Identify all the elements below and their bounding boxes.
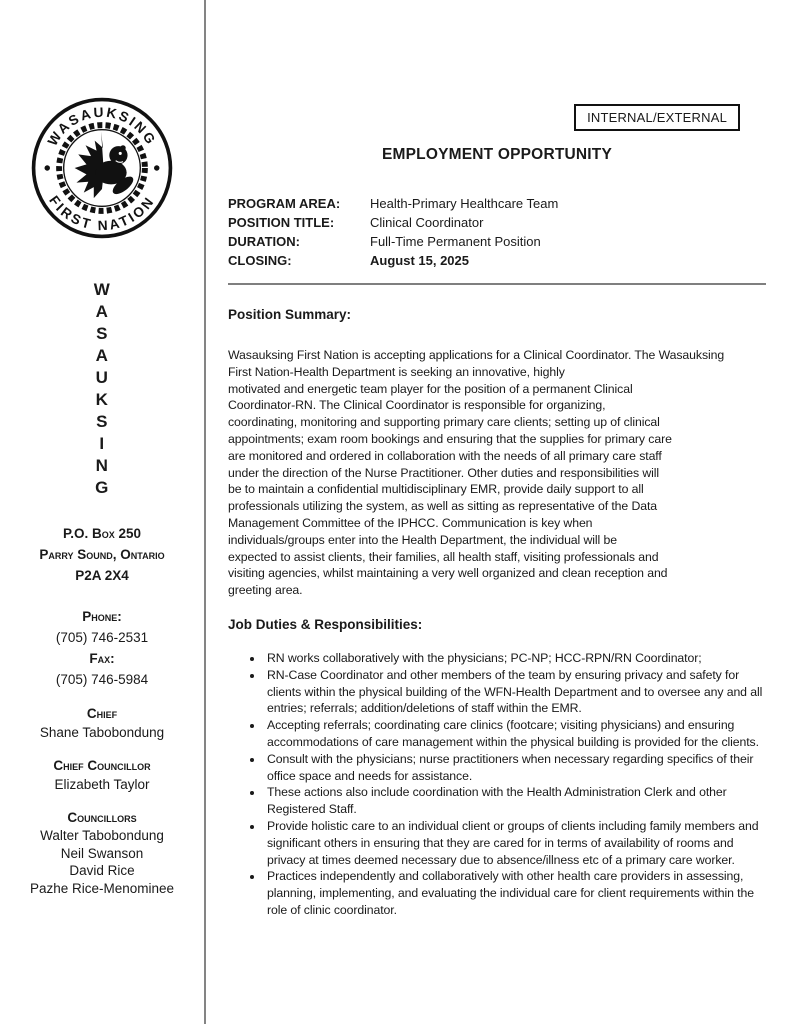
meta-label: CLOSING: bbox=[228, 253, 292, 268]
meta-label: PROGRAM AREA: bbox=[228, 196, 341, 211]
job-duty-bullet: • Accepting referrals; coordinating care clinics (footcare; visiting physicians) and ensuring accommodations of care management within the physical building is provided for the clients. bbox=[264, 717, 766, 751]
chief-councillor-label: Chief Councillor bbox=[53, 758, 151, 773]
address-city: Parry Sound, Ontario bbox=[39, 547, 165, 562]
meta-value: Full-Time Permanent Position bbox=[370, 234, 541, 249]
logo-top-text: WASAUKSING bbox=[44, 104, 160, 149]
summary-line: be to maintain a confidential multidisciplinary EMR, provide daily support to all bbox=[228, 482, 644, 497]
councillors-block bbox=[0, 808, 204, 897]
summary-line: appointments; exam room bookings and ensuring that the supplies for primary care bbox=[228, 431, 672, 446]
meta-label: DURATION: bbox=[228, 234, 300, 249]
job-duty-bullet: • RN works collaboratively with the physicians; PC-NP; HCC-RPN/RN Coordinator; bbox=[264, 650, 766, 667]
vertical-name-letter: S bbox=[96, 412, 108, 431]
vertical-name-letter: I bbox=[99, 434, 105, 453]
councillor-name: Neil Swanson bbox=[60, 845, 144, 861]
position-meta-table bbox=[228, 194, 766, 270]
vertical-nation-name bbox=[0, 279, 204, 499]
summary-line: First Nation-Health Department is seeking an innovative, highly bbox=[228, 364, 565, 379]
vertical-name-letter: K bbox=[95, 390, 109, 409]
fax-label: Fax: bbox=[89, 651, 115, 666]
logo-right-dot-icon bbox=[154, 165, 159, 170]
summary-line: motivated and energetic team player for the position of a permanent Clinical bbox=[228, 381, 633, 396]
meta-value: Clinical Coordinator bbox=[370, 215, 484, 230]
councillor-names bbox=[0, 827, 204, 897]
summary-line: Management Committee of the IPHCC. Communication is key when bbox=[228, 515, 593, 530]
vertical-name-letter: S bbox=[96, 324, 108, 343]
phone-label: Phone: bbox=[82, 609, 122, 624]
job-duty-bullet: • Consult with the physicians; nurse practitioners when necessary regarding specifics of their office space and needs for assistance. bbox=[264, 751, 766, 785]
position-summary-text bbox=[228, 347, 766, 599]
councillor-name: Pazhe Rice-Menominee bbox=[29, 880, 175, 896]
chief-block bbox=[0, 704, 204, 742]
classification-tag-box: INTERNAL/EXTERNAL bbox=[574, 104, 740, 131]
seal-logo-icon bbox=[26, 95, 178, 241]
job-duties-heading: Job Duties & Responsibilities: bbox=[228, 617, 423, 632]
fax-number: (705) 746-5984 bbox=[55, 672, 149, 687]
phone-number: (705) 746-2531 bbox=[55, 630, 149, 645]
vertical-name-letter: G bbox=[95, 478, 109, 497]
header-divider-rule bbox=[228, 283, 766, 285]
summary-line: individuals/groups enter into the Health Department, the individual will be bbox=[228, 532, 617, 547]
chief-name: Shane Tabobondung bbox=[39, 725, 165, 740]
sidebar bbox=[0, 0, 204, 897]
meta-value: Health-Primary Healthcare Team bbox=[370, 196, 559, 211]
summary-line: expected to assist clients, their families, all health staff, visiting professionals and bbox=[228, 549, 659, 564]
chief-councillor-name: Elizabeth Taylor bbox=[54, 777, 150, 792]
chief-councillor-block bbox=[0, 756, 204, 794]
contact-block bbox=[0, 606, 204, 690]
councillors-label: Councillors bbox=[67, 810, 137, 825]
job-duty-bullet: • These actions also include coordination with the Health Administration Clerk and other Registered Staff. bbox=[264, 784, 766, 818]
meta-label: POSITION TITLE: bbox=[228, 215, 335, 230]
address-block bbox=[0, 523, 204, 586]
chief-label: Chief bbox=[86, 706, 118, 721]
summary-line: are monitored and ordered in collaboration with the needs of all primary care staff bbox=[228, 448, 662, 463]
meta-row-duration bbox=[228, 232, 766, 251]
sidebar-divider-line bbox=[204, 0, 206, 1024]
vertical-name-letter: A bbox=[95, 346, 109, 365]
summary-line: Coordinator-RN. The Clinical Coordinator is responsible for organizing, bbox=[228, 398, 606, 413]
vertical-name-letter: U bbox=[95, 368, 109, 387]
councillor-name: David Rice bbox=[69, 863, 135, 878]
vertical-name-letter: A bbox=[95, 302, 109, 321]
address-postal-code: P2A 2X4 bbox=[75, 568, 129, 583]
address-po-box: P.O. Box 250 bbox=[62, 526, 142, 541]
meta-row-position-title bbox=[228, 213, 766, 232]
vertical-name-letter: W bbox=[93, 280, 111, 299]
job-duty-bullet: • Practices independently and collaboratively with other health care providers in assessing, planning, implementing, and evaluating the individual care for client requirements within the role of clinic coordinator. bbox=[264, 868, 766, 918]
councillor-name: Walter Tabobondung bbox=[40, 828, 164, 843]
document-title: EMPLOYMENT OPPORTUNITY bbox=[381, 146, 613, 163]
position-summary-heading: Position Summary: bbox=[228, 307, 352, 322]
summary-line: under the direction of the Nurse Practitioner. Other duties and responsibilities will bbox=[228, 465, 660, 480]
job-duties-list bbox=[228, 650, 766, 919]
vertical-name-letter: N bbox=[95, 456, 109, 475]
wasauksing-first-nation-logo bbox=[26, 95, 178, 241]
summary-line: greeting area. bbox=[228, 583, 303, 598]
beaver-maple-leaf-emblem-icon bbox=[75, 132, 136, 199]
meta-row-closing bbox=[228, 251, 766, 270]
summary-line: professionals utilizing the system, as well as sitting as representative of the Data bbox=[228, 499, 658, 514]
summary-line: visiting agencies, whilst maintaining a very well organized and clean reception and bbox=[228, 566, 668, 581]
job-duty-bullet: • Provide holistic care to an individual client or groups of clients including family members and significant others in ensuring that they are cared for in terms of availability of rooms and privacy at times deemed necessary due to absence/illness etc of a primary care worker. bbox=[264, 818, 766, 868]
logo-bottom-text: FIRST NATION bbox=[46, 192, 158, 234]
job-duty-bullet: • RN-Case Coordinator and other members of the team by ensuring privacy and safety for clients within the physical building of the WFN-Health Department and to oversee any and all entries; referrals; addition/deletions of staff within the EMR. bbox=[264, 667, 766, 717]
meta-row-program-area bbox=[228, 194, 766, 213]
logo-left-dot-icon bbox=[45, 165, 50, 170]
summary-line: Wasauksing First Nation is accepting applications for a Clinical Coordinator. The Wasauksing bbox=[228, 348, 725, 362]
summary-line: coordinating, monitoring and supporting primary care clients; setting up of clinical bbox=[228, 415, 660, 430]
meta-value-closing-date: August 15, 2025 bbox=[370, 253, 469, 268]
